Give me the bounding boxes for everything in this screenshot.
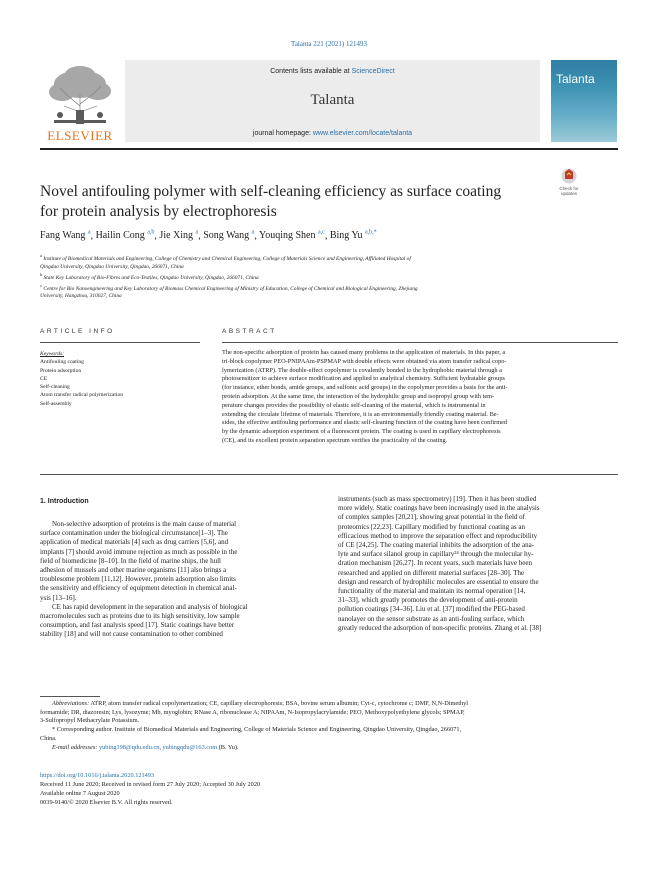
sciencedirect-link[interactable]: ScienceDirect (351, 68, 395, 75)
keyword: CE (40, 375, 48, 382)
keyword: Protein adsorption (40, 367, 82, 374)
body-line: implants [7] should avoid immune rejection as much as possible in the (40, 547, 238, 556)
author[interactable]: Hailin Cong $^{a,b}$ (95, 230, 155, 242)
body-line: consumption, and fast analysis speed [17]. Static coatings have better (40, 621, 235, 630)
affiliation: $^c$ Centre for Bio Nanoengineering and Key Laboratory of Biomass Chemical Engineering of Ministry of Education, College of Chemical and Biological Engineering, Zhejiang (40, 282, 418, 292)
article-info-rule (40, 342, 200, 343)
copyright: 0039-9140/© 2020 Elsevier B.V. All rights reserved. (40, 799, 173, 806)
affiliation-continuation: Qingdao University, Qingdao University, Qingdao, 266071, China (40, 263, 184, 270)
body-line: troublesome problem [11,12]. However, protein adsorption also limits (40, 575, 236, 584)
body-line: Non-selective adsorption of proteins is the main cause of material (52, 520, 237, 528)
abstract-line: (for instance, ether bonds, amide groups, and sulfonic acid groups) in the copolymer provides a basis for the anti- (222, 384, 508, 392)
abstract-rule (222, 342, 618, 343)
body-line: efficacious method to improve the separation effect and reproducibility (338, 531, 538, 540)
received-dates: Received 11 June 2020; Received in revised form 27 July 2020; Accepted 30 July 2020 (40, 781, 261, 788)
abstract-line: sides, the effective antifouling performance and elastic self-cleaning function of the coating have been confirmed (222, 419, 508, 427)
abbreviations-footnote-line: formamide; DR, diazoresin; Lys, lysozyme; Mb, myoglobin; RNase A, ribonuclease A; NIPAAm, N-Isopropylacrylamide; PEO, Methoxypolyethylene glycols; SPMAP, (40, 708, 465, 716)
keywords-heading: Keywords: (40, 351, 65, 357)
body-line: 31–33], which greatly promotes the development of anti-protein (338, 596, 518, 605)
body-line: of CE [24,25]. The coating material inhibits the adsorption of the ana- (338, 541, 535, 550)
body-line: nanolayer on the sensor substrate as an anti-fouling surface, which (338, 614, 525, 623)
abstract-line: extending the circulate lifetime of materials. Therefore, it is an environmentally friendly coating material. Be- (222, 410, 499, 418)
abstract-line: tri-block copolymer PEO-PNIPAAm-PSPMAP with double effects were obtained via atom transfer radical copo- (222, 357, 507, 365)
body-line: instruments (such as mass spectrometry) [19]. Then it has been studied (338, 495, 537, 503)
body-line: functionality of the material and maintain its normal operation [14, (338, 587, 526, 596)
keywords-block (40, 350, 200, 408)
abbreviations-footnote: Abbreviations: ATRP, atom transfer radical copolymerization; CE, capillary electrophoresis; BSA, bovine serum albumin; Cyt-c, cytochrome c; DMF, N,N-Dimethyl (52, 700, 469, 707)
abstract-line: photosensitizer to achieve surface modification and applied to analytical chemistry. Sufficient hydratable groups (222, 375, 505, 383)
available-online: Available online 7 August 2020 (40, 790, 120, 797)
section-heading-introduction: 1. Introduction (40, 498, 89, 505)
email-link[interactable]: yubing198@qdu.edu.cn (99, 743, 160, 751)
body-line: pollution coatings [34–36]. Liu et al. [37] modified the PEG-based (338, 605, 525, 614)
body-line: researched and applied on different material surfaces [28–30]. The (338, 568, 525, 577)
article-info-heading: ARTICLE INFO (40, 328, 115, 335)
abstract-heading: ABSTRACT (222, 328, 277, 335)
abstract-line: protein adsorption. At the same time, the interaction of the hydrophilic group and isopropyl group with tem- (222, 392, 495, 400)
author[interactable]: Youqing Shen $^{a,c}$ (258, 230, 325, 242)
abstract-text (222, 349, 618, 446)
author[interactable]: Jie Xing $^a$ (159, 230, 199, 242)
keyword: Antifouling coating (40, 359, 84, 366)
journal-reference[interactable]: Talanta 221 (2021) 121493 (291, 40, 367, 48)
check-for-updates-label-line: updates (560, 191, 577, 196)
body-line: stability [18] and will not cause contamination to other combined (40, 630, 223, 639)
doi-link[interactable]: https://doi.org/10.1016/j.talanta.2020.121493 (40, 772, 155, 779)
corresponding-author-footnote: * Corresponding author. Institute of Biomedical Materials and Engineering, College of Materials Science and Engineering, Qingdao University, Qingdao, 266071, (52, 726, 462, 734)
body-line: surface contamination under the biological circumstance[1–3]. The (40, 529, 228, 538)
footnote-rule (40, 696, 100, 697)
body-line: lyte and surface silanol group in capillary²⁴ through the molecular hy- (338, 550, 534, 559)
body-line: CE has rapid development in the separation and analysis of biological (52, 602, 248, 611)
abstract-line: by the dynamic adsorption experiment of a fluorescent protein. The coating is used in capillary electrophoresis (222, 428, 501, 436)
contents-line: Contents lists available at ScienceDirect (270, 68, 395, 75)
body-line: macromolecules such as proteins due to its high sensitivity, low sample (40, 612, 240, 621)
body-line: the sensitivity and efficiency of equipment detection in chemical anal- (40, 584, 237, 593)
corresponding-author-footnote-line: China. (40, 734, 57, 742)
abstract-line: The non-specific adsorption of protein has caused many problems in the application of materials. In this paper, a (222, 349, 506, 356)
keyword: Self-cleaning (40, 384, 70, 391)
body-line: adhesion of mussels and other marine organisms [11] also brings a (40, 566, 227, 575)
body-line: application of medical materials [4] such as drug carriers [5,6], and (40, 538, 229, 547)
abstract-bottom-rule (40, 474, 618, 475)
body-line: of complex samples [20,21], showing great potential in the field of (338, 513, 526, 522)
author[interactable]: Song Wang $^a$ (203, 230, 255, 242)
body-line: more widely. Static coatings have been increasingly used in the analysis (338, 504, 540, 513)
elsevier-wordmark: ELSEVIER (47, 128, 113, 143)
affiliation: $^b$ State Key Laboratory of Bio-Fibres and Eco-Textiles, Qingdao University, Qingdao, 266071, China (40, 271, 259, 281)
abstract-line: (CE), and its excellent protein separation spectrum verifies the practicality of the coating. (222, 436, 448, 444)
body-line: greatly reduced the adsorption of non-specific proteins. Zhang et al. [38] (338, 623, 542, 632)
affiliation: $^a$ Institute of Biomedical Materials and Engineering, College of Chemistry and Chemical Engineering, College of Materials Science and Engineering, Affiliated Hospital of (40, 253, 411, 262)
affiliations (40, 252, 618, 300)
body-line: field of biomedicine [8–10]. In the field of marine ships, the hull (40, 556, 221, 565)
body-line: dration mechanism [26,27]. In recent years, such materials have been (338, 559, 532, 568)
journal-homepage-link[interactable]: www.elsevier.com/locate/talanta (312, 130, 413, 137)
email-footnote: E-mail addresses: yubing198@qdu.edu.cn, yubingqdu@163.com (B. Yu). (52, 743, 239, 751)
journal-homepage: journal homepage: www.elsevier.com/locate/talanta (252, 130, 413, 137)
check-for-updates-label[interactable] (550, 186, 588, 196)
abbreviations-footnote-line: 3-Sulfopropyl Methacrylate Potassium. (40, 717, 140, 725)
publication-info (40, 771, 618, 807)
footnotes (40, 700, 618, 752)
abstract-line: lymerization (ATRP). The double-effect copolymer is covalently bonded to the hydrophobic material through a (222, 366, 502, 374)
article-title (40, 182, 560, 222)
header-rule (40, 148, 618, 150)
email-link[interactable]: yubingqdu@163.com (162, 743, 218, 751)
author[interactable]: Fang Wang $^a$ (40, 230, 91, 242)
author[interactable]: Bing Yu $^{a,b,*}$ (329, 230, 377, 242)
body-line: design and research of hydrophilic molecules are essential to ensure the (338, 577, 539, 586)
article-title-line: for protein analysis by electrophoresis (40, 203, 277, 220)
affiliation-continuation: University, Hangzhou, 310027, China (40, 293, 122, 300)
check-for-updates-label-line: Check for (559, 186, 579, 191)
journal-cover-title: Talanta (556, 72, 595, 86)
article-title-line: Novel antifouling polymer with self-cleaning efficiency as surface coating (40, 183, 502, 200)
keyword: Atom transfer radical polymerization (40, 392, 124, 399)
intro-right-column (338, 495, 618, 633)
intro-left-column (40, 520, 320, 640)
body-line: proteomics [22,23]. Capillary modified by functional coating as an (338, 522, 526, 531)
keyword: Self-assembly (40, 400, 72, 407)
journal-name: Talanta (310, 92, 355, 108)
author-list: Fang Wang $^a$, Hailin Cong $^{a,b}$, Jie Xing $^a$, Song Wang $^a$, Youqing Shen $^{a,c}$, Bing Yu $^{a,b,*}$ (40, 230, 377, 242)
body-line: ysis [13–16]. (40, 593, 77, 602)
abstract-line: perature changes provides the possibility of elastic self-cleaning of the material, which is instrumental in (222, 401, 486, 409)
